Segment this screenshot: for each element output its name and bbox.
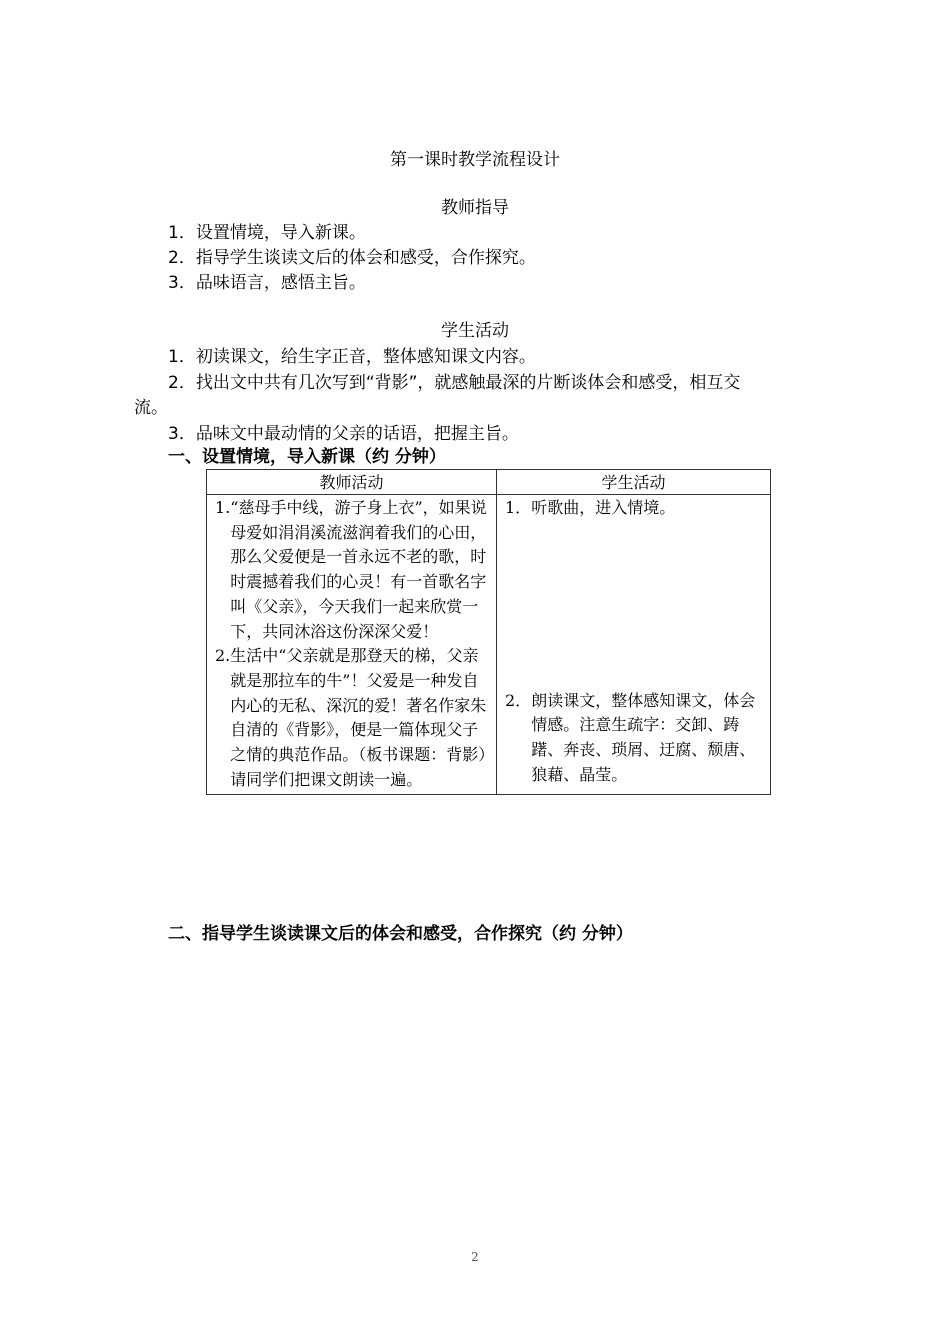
teacher-activity-cell [207,495,497,795]
student-activity-item: 3．品味文中最动情的父亲的话语，把握主旨。 [168,424,519,444]
item-number: 1． [505,498,532,517]
section-1-title: 一、设置情境，导入新课（约 分钟） [168,447,446,467]
spacer [505,521,764,689]
student-activity-item [505,689,764,788]
activity-table [206,469,771,795]
student-activity-cell [497,495,771,795]
item-text: 朗读课文，整体感知课文，体会情感。注意生疏字：交卸、踌躇、奔丧、琐屑、迂腐、颓唐、狼藉、晶莹。 [531,690,756,784]
section-2-title: 二、指导学生谈读课文后的体会和感受，合作探究（约 分钟） [168,924,633,944]
table-row [207,495,771,795]
teacher-guide-item: 1．设置情境，导入新课。 [168,223,366,243]
item-text: 生活中“父亲就是那登天的梯，父亲就是那拉车的牛”！父爱是一种发自内心的无私、深沉的爱！著名作家朱自清的《背影》，便是一篇体现父子之情的典范作品。（板书课题：背影）请同学们把课文朗读一遍。 [230,646,487,789]
item-number: 2． [505,690,532,710]
item-text: 听歌曲，进入情境。 [531,498,676,517]
student-activity-item-continued: 流。 [134,398,168,418]
table-header-teacher: 教师活动 [207,470,497,495]
teacher-activity-item [215,644,490,792]
page-number: 2 [471,1250,479,1264]
teacher-guide-item: 3．品味语言，感悟主旨。 [168,273,366,293]
student-activity-item [505,496,764,521]
teacher-guide-heading: 教师指导 [441,198,509,218]
teacher-guide-item: 2．指导学生谈读文后的体会和感受，合作探究。 [168,248,536,268]
item-number: 1. [215,498,231,517]
student-activity-item: 1．初读课文，给生字正音，整体感知课文内容。 [168,347,536,367]
student-activities-heading: 学生活动 [441,321,509,341]
item-number: 2. [215,646,231,666]
student-activity-item: 2．找出文中共有几次写到“背影”，就感触最深的片断谈体会和感受，相互交 [168,373,741,393]
table-header-row [207,470,771,495]
item-text: “慈母手中线，游子身上衣”，如果说母爱如涓涓溪流滋润着我们的心田，那么父爱便是一首永远不老的歌，时时震撼着我们的心灵！有一首歌名字叫《父亲》，今天我们一起来欣赏一下，共同沐浴这份深深父爱！ [230,498,487,641]
document-title: 第一课时教学流程设计 [390,150,560,170]
teacher-activity-item [215,496,490,644]
table-header-student: 学生活动 [497,470,771,495]
